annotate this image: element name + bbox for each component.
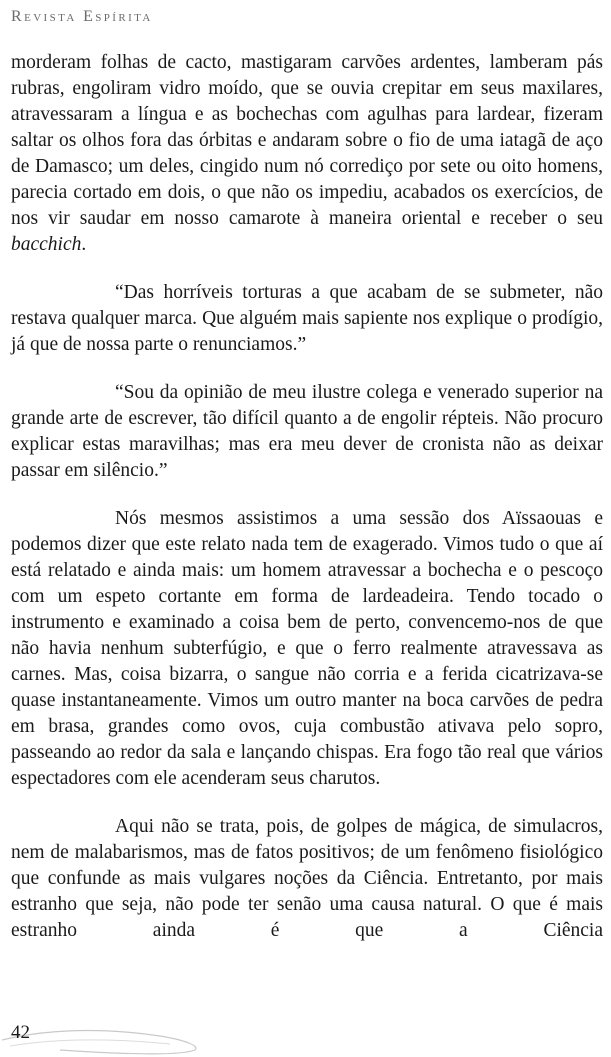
paragraph-4: Nós mesmos assistimos a uma sessão dos Aïssaouas e podemos dizer que este relato nada tem de exagerado. Vimos tudo o que aí está relatado e ainda mais: um homem atravessar a bochecha e o pescoço com um espeto cortante em forma de lardeadeira. Tendo tocado o instrumento e examinado a coisa bem de perto, convencemo-nos de que não havia nenhum subterfúgio, e que o ferro realmente atravessava as carnes. Mas, coisa bizarra, o sangue não corria e a ferida cicatrizava-se quase instantaneamente. Vimos um outro manter na boca carvões de pedra em brasa, grandes como ovos, cuja combustão ativava pelo sopro, passeando ao redor da sala e lançando chispas. Era fogo tão real que vários espectadores com ele acenderam seus charutos. <box>11 508 603 789</box>
paragraph-1-end: . <box>81 234 87 255</box>
paragraph-5: Aqui não se trata, pois, de golpes de mágica, de simulacros, nem de malabarismos, mas de fatos positivos; de um fenômeno fisiológico que confunde as mais vulgares noções da Ciência. Entretanto, por mais estranho que seja, não pode ter senão uma causa natural. O que é mais estranho ainda é que a Ciência <box>11 816 603 941</box>
running-header: Revista Espírita <box>11 8 153 25</box>
paragraph-1-text: morderam folhas de cacto, mastigaram carvões ardentes, lamberam pás rubras, engoliram vidro moído, que se ouvia crepitar em seus maxilares, atravessaram a língua e as bochechas com agulhas para lardear, fizeram saltar os olhos fora das órbitas e andaram sobre o fio de uma iatagã de aço de Damasco; um deles, cingido num nó corrediço por sete ou oito homens, parecia cortado em dois, o que não os impediu, acabados os exercícios, de nos vir saudar em nosso camarote à maneira oriental e receber o seu <box>11 52 603 229</box>
footer-swoosh-ornament <box>0 1020 611 1057</box>
paragraph-1 <box>11 50 603 258</box>
paragraph-2-quote: “Das horríveis torturas a que acabam de se submeter, não restava qualquer marca. Que alguém mais sapiente nos explique o prodígio, já que de nossa parte o renunciamos.” <box>11 282 603 355</box>
page-number: 42 <box>11 1022 30 1043</box>
page-body <box>11 50 603 944</box>
paragraph-3-quote: “Sou da opinião de meu ilustre colega e venerado superior na grande arte de escrever, tão difícil quanto a de engolir répteis. Não procuro explicar estas maravilhas; mas era meu dever de cronista não as deixar passar em silêncio.” <box>11 382 603 481</box>
italic-word-bacchich: bacchich <box>11 234 82 255</box>
